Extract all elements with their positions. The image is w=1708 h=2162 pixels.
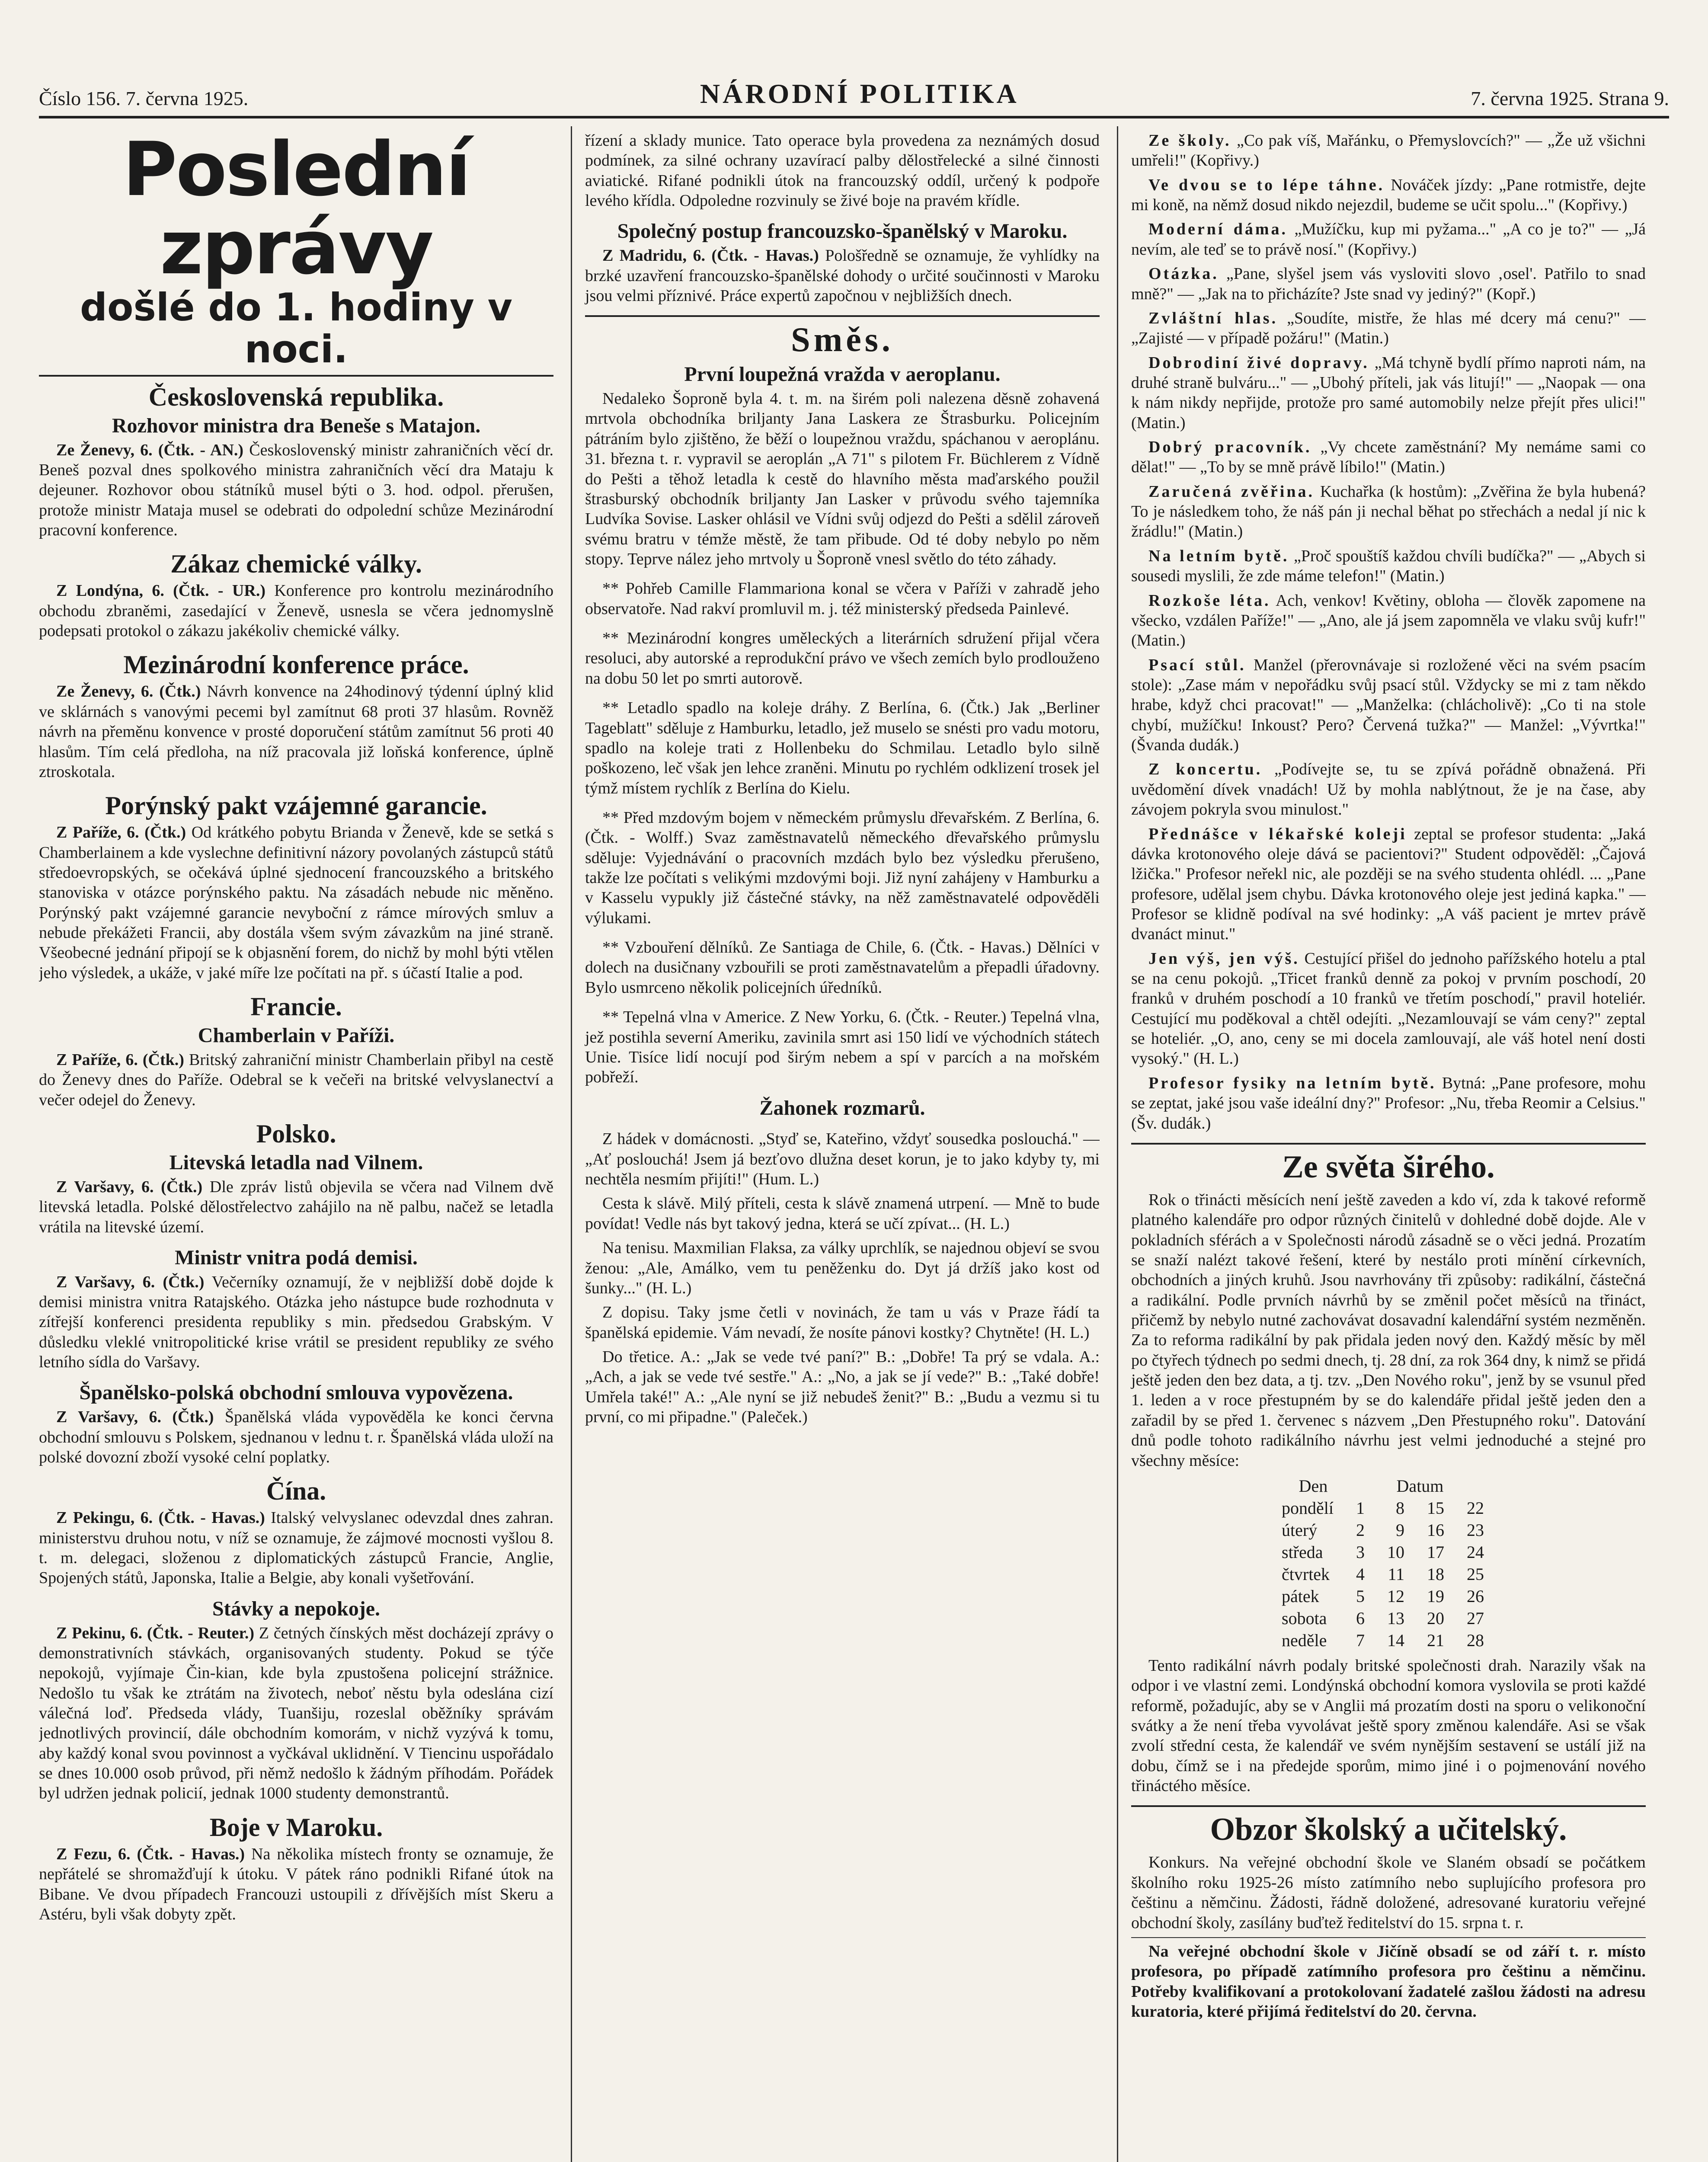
anecdote-lead: Přednášce v lékařské koleji [1148, 825, 1407, 843]
calendar-date: 22 [1466, 1498, 1484, 1518]
article-body [39, 1844, 553, 1924]
article-dateline: Z Paříže, 6. (Čtk.) [56, 823, 186, 842]
calendar-date: 26 [1466, 1586, 1484, 1606]
article [39, 1477, 553, 1588]
article-subheading: Rozhovor ministra dra Beneše s Matajon. [112, 414, 481, 437]
article-dateline: Z Paříže, 6. (Čtk.) [56, 1050, 184, 1069]
anecdote-text: Manžel (přerovnávaje si rozložené věci na svém psacím stole): „Zase mám v nepořádku svůj psací stůl. Vždycky se mi z tam někdo hrabe, když chci pracovat!" — „Manželka: (chlácholivě): „Co ti na stole chybí, mužíčku! Inkoust? Pero? Červená tužka?" — Manžel: „Vývrtka!" (Švanda dudák.) [1131, 656, 1646, 755]
news-item [585, 1007, 1100, 1087]
news-text: ** Pohřeb Camille Flammariona konal se včera v Paříži v zahradě jeho observatoře. Nad rakví promluvil m. j. též ministerský předseda Painlevé. [585, 579, 1100, 618]
article [585, 220, 1100, 306]
article [39, 650, 553, 782]
calendar-date: 9 [1395, 1520, 1404, 1540]
anecdote-text: Cestující přišel do jednoho pařížského hotelu a ptal se na cenu pokojů. „Třicet franků denně za pokoj v prvním poschodí, 20 franků v druhém poschodí a 10 franků ve třetím poschodí," pravil hoteliér. Cestující mu poděkoval a chtěl odejíti. „Nezamlouvají se vám ceny?" zeptal se hoteliér. „O, ano, ceny se mi docela zamlouvají, ale váš hotel není dosti vysoký." (H. L.) [1131, 949, 1646, 1068]
calendar-date: 7 [1356, 1630, 1365, 1650]
article-subheading: Španělsko-polská obchodní smlouva vypovězena. [79, 1381, 513, 1404]
calendar-date: 4 [1356, 1564, 1365, 1584]
article-body [585, 246, 1100, 306]
anecdote-text: „Mužíčku, kup mi pyžama..." „A co je to?" — „Já nevím, ale teď se to právě nosí." (Kopřivy.) [1131, 220, 1646, 259]
article-body [39, 1272, 553, 1372]
article [39, 1247, 553, 1372]
article [39, 992, 553, 1110]
calendar-day: neděle [1282, 1630, 1327, 1650]
article-text: Konference pro kontrolu mezinárodního obchodu zbraněmi, zasedající v Ženevě, usnesla se včera jednomyslně podepsati protokol o zákazu jakékoliv chemické války. [39, 582, 553, 640]
anecdote [1131, 308, 1646, 349]
anecdote-lead: Ve dvou se to lépe táhne. [1148, 176, 1385, 194]
humor-title: Žahonek rozmarů. [759, 1096, 925, 1119]
calendar-date: 13 [1387, 1608, 1404, 1628]
article-heading: Boje v Maroku. [209, 1813, 383, 1842]
calendar-table [1282, 1475, 1495, 1651]
anecdote-lead: Dobrý pracovník. [1148, 438, 1312, 457]
anecdote [1131, 437, 1646, 477]
article-text: Pološředně se oznamuje, že vyhlídky na brzké uzavření francouzsko-španělské dohody o určité součinnosti v Maroku jsou velmi příznivé. Práce expertů započnou v nejbližších dnech. [585, 246, 1100, 305]
school-text: Konkurs. Na veřejné obchodní škole ve Slaném obsadí se počátkem školního roku 1925-26 místo zatímního nebo suplujícího profesora pro češtinu a němčinu. Žádosti, řádně doložené, adresované kuratoriu veřejné obchodní školy, zasílány buďtež ředitelství do 15. srpna t. r. [1131, 1853, 1646, 1932]
article-dateline: Z Varšavy, 6. (Čtk.) [56, 1408, 214, 1426]
article-dateline: Z Fezu, 6. (Čtk. - Havas.) [56, 1845, 245, 1863]
article-heading: Mezinárodní konference práce. [123, 650, 469, 679]
calendar-date: 12 [1387, 1586, 1404, 1606]
calendar-date: 6 [1356, 1608, 1365, 1628]
calendar-day: úterý [1282, 1520, 1318, 1540]
article-body [39, 822, 553, 983]
anecdote-lead: Dobrodiní živé dopravy. [1148, 353, 1369, 372]
article-subheading: Stávky a nepokoje. [212, 1597, 381, 1620]
hero-subtitle: došlé do 1. hodiny v noci. [39, 287, 553, 377]
calendar-date: 8 [1395, 1498, 1404, 1518]
article-dateline: Z Varšavy, 6. (Čtk.) [56, 1177, 203, 1196]
article [39, 1382, 553, 1467]
anecdote-lead: Zvláštní hlas. [1148, 309, 1278, 327]
anecdote [1131, 131, 1646, 171]
calendar-date: 14 [1387, 1630, 1404, 1650]
anecdote-lead: Rozkoše léta. [1148, 591, 1271, 610]
news-item [585, 579, 1100, 619]
calendar-date: 17 [1427, 1542, 1444, 1562]
calendar-day: pondělí [1282, 1498, 1334, 1518]
calendar-row [1282, 1497, 1495, 1519]
calendar-date: 10 [1387, 1542, 1404, 1562]
calendar-day: čtvrtek [1282, 1564, 1330, 1584]
anecdote-lead: Otázka. [1148, 265, 1219, 283]
calendar-date: 20 [1427, 1608, 1444, 1628]
calendar-date: 25 [1466, 1564, 1484, 1584]
news-item [585, 363, 1100, 569]
anecdote [1131, 175, 1646, 215]
anecdote [1131, 591, 1646, 651]
page-number: 7. června 1925. Strana 9. [1471, 87, 1669, 109]
anecdote-text: „Co pak víš, Mařánku, o Přemyslovcích?" — „Že už všichni umřeli!" (Kopřivy.) [1131, 131, 1646, 170]
anecdote [1131, 949, 1646, 1069]
news-item [585, 628, 1100, 688]
article [39, 1119, 553, 1237]
article-text: Španělská vláda vypověděla ke konci června obchodní smlouvu s Polskem, sjednanou v lednu t. r. Španělská vláda uloží na polské dovozní zboží vysoké celní poplatky. [39, 1408, 553, 1466]
anecdote-text: „Vy chcete zaměstnání? My nemáme sami co dělat!" — „To by se mně právě líbilo!" (Matin.) [1131, 438, 1646, 477]
anecdote-text: „Má tchyně bydlí přímo naproti nám, na druhé straně bulváru..." — „Ubohý příteli, jak vás litují!" — „Naopak — ona k nám nikdy nepřijde, protože pro samé automobily nelze přejít přes ulici!" (Matin.) [1131, 353, 1646, 432]
article [39, 550, 553, 641]
article-text: Na několika místech fronty se oznamuje, že nepřátelé se shromažďují k útoku. V pátek ráno podnikli Rifané útok na Bibane. Ve dvou případech Francouzi ustoupili z dřívějších míst Skeru a Astéru, byli však dobyty zpět. [39, 1845, 553, 1923]
anecdote-text: „Podívejte se, tu se zpívá pořádně obnažená. Při uvědomění dívek vnadách! Už by mohla nablýtnout, že je na čase, aby závojem pokryla svou minulost." [1131, 760, 1646, 819]
news-heading: První loupežná vražda v aeroplanu. [684, 363, 1001, 386]
article-text: Italský velvyslanec odevzdal dnes zahran. ministerstvu druhou notu, v níž se oznamuje, že zájmové mocnosti vyšlou 8. t. m. delegaci, složenou z diplomatických zástupců Francie, Anglie, Spojených států, Japonska, Italie a Belgie, aby konali vyšetřování. [39, 1509, 553, 1587]
column-1 [39, 126, 553, 2162]
calendar-date: 16 [1427, 1520, 1444, 1540]
calendar-date: 23 [1466, 1520, 1484, 1540]
article-subheading: Litevská letadla nad Vilnem. [169, 1151, 423, 1174]
anecdote [1131, 546, 1646, 586]
anecdote-lead: Zaručená zvěřina. [1148, 482, 1315, 501]
calendar-date: 24 [1466, 1542, 1484, 1562]
calendar-date: 2 [1356, 1520, 1365, 1540]
humor-item: Cesta k slávě. Milý příteli, cesta k slávě znamená utrpení. — Mně to bude povídat! Vedle nás byt takový jedna, která se učí zpívat... (H. L.) [585, 1194, 1100, 1233]
calendar-date: 5 [1356, 1586, 1365, 1606]
lead-text: řízení a sklady munice. Tato operace byla provedena za neznámých dosud podmínek, za silné ochrany uzavírací palby dělostřelecké a silné činnosti aviatické. Rifané podnikli útok na francouzský oddíl, určený k podpoře levého křídla. Odpoledne rozvinuly se živé boje na pravém křídle. [585, 131, 1100, 210]
school-title: Obzor školský a učitelský. [1131, 1805, 1646, 1848]
anecdote [1131, 655, 1646, 755]
article-body [39, 1050, 553, 1110]
anecdote [1131, 759, 1646, 819]
section-title: Ze světa širého. [1131, 1143, 1646, 1186]
anecdote-text: Ach, venkov! Květiny, obloha — člověk zapomene na všecko, vzdálen Paříže!" — „Ano, ale já jsem zapomněla ve vlaku svůj kufr!" (Matin.) [1131, 591, 1646, 650]
newspaper-page [39, 78, 1669, 2162]
calendar-day: středa [1282, 1542, 1323, 1562]
anecdote-text: Bytná: „Pane profesore, mohu se zeptat, jaké jsou vaše ideální dny?" Profesor: „Nu, třeba Reomir a Celsius." (Šv. dudák.) [1131, 1074, 1646, 1132]
article-text: Britský zahraniční ministr Chamberlain přibyl na cestě do Ženevy dnes do Paříže. Odebral se k večeři na britské velvyslanectví a večer odejel do Ženevy. [39, 1050, 553, 1109]
article-body [39, 681, 553, 782]
news-item [585, 808, 1100, 928]
anecdote [1131, 219, 1646, 259]
article-subheading: Ministr vnitra podá demisi. [175, 1246, 418, 1269]
article-dateline: Z Varšavy, 6. (Čtk.) [56, 1273, 205, 1291]
news-text: ** Mezinárodní kongres uměleckých a literárních sdružení přijal včera resoluci, aby autorské a reprodukční právo ve všech zemích bylo prodlouženo na dobu 50 let po smrti autorově. [585, 629, 1100, 688]
article [39, 791, 553, 983]
article-dateline: Z Londýna, 6. (Čtk. - UR.) [56, 582, 265, 600]
anecdote-lead: Na letním bytě. [1148, 547, 1289, 565]
calendar-header-date: Datum [1396, 1476, 1444, 1496]
article-dateline: Z Pekingu, 6. (Čtk. - Havas.) [56, 1509, 265, 1527]
anecdote-lead: Jen výš, jen výš. [1148, 949, 1300, 968]
anecdote-lead: Profesor fysiky na letním bytě. [1148, 1074, 1436, 1092]
article-dateline: Ze Ženevy, 6. (Čtk.) [56, 682, 201, 701]
article [39, 1598, 553, 1804]
calendar-date: 11 [1388, 1564, 1404, 1584]
calendar-day: pátek [1282, 1586, 1319, 1606]
anecdote [1131, 353, 1646, 433]
calendar-date: 18 [1427, 1564, 1444, 1584]
anecdote-lead: Ze školy. [1148, 131, 1231, 150]
article-text: Od krátkého pobytu Brianda v Ženevě, kde se setká s Chamberlainem a kde vyslechne definitivní názory povolaných zástupců států středoevropských, se očekává úplné sjednocení francouzského a britského stanoviska v otázce porýnského paktu. Na zásadách nebude nic měněno. Porýnský pakt vzájemné garancie nevyboční z rámce mírových smluv a nebude překážeti Francii, aby dostála všem svým závazkům na jiné straně. Všeobecné jednání připojí se k objasnění forem, do nichž by mohl býti vtělen jeho výsledek, a ukáže, v jaké míře lze počítati na př. s účastí Italie a pod. [39, 823, 553, 982]
news-item [585, 937, 1100, 998]
article-text: Československý ministr zahraničních věcí dr. Beneš pozval dnes spolkového ministra zahraničních věcí dra Mataju k dejeuner. Rozhovor obou státníků musel býti o 3. hod. odpol. přerušen, protože ministr Mataja musel se odebrati do odpolední schůze Mezinárodní pracovní konference. [39, 441, 553, 540]
humor-item: Z hádek v domácnosti. „Styď se, Kateřino, vždyť sousedka poslouchá." — „Ať poslouchá! Jsem já bezťovo dlužna deset korun, je to jako kdyby ty, mi nechtěla nesmím přijíti!" (Hum. L.) [585, 1130, 1100, 1189]
calendar-row [1282, 1541, 1495, 1563]
article-text: Večerníky oznamují, že v nejbližší době dojde k demisi ministra vnitra Ratajského. Otázka jeho nástupce bude rozhodnuta v zítřejší konferenci presidenta republiky s min. předsedou Grabským. V důsledku vleklé vnitropolitické krise vrátil se president republiky ze svého letního sídla do Varšavy. [39, 1273, 553, 1372]
news-text: ** Před mzdovým bojem v německém průmyslu dřevařském. Z Berlína, 6. (Čtk. - Wolff.) Svaz zaměstnavatelů německého dřevařského průmyslu sděluje: Vyjednávání o pracovních mzdách bylo bez výsledku přerušeno, takže lze počítati s velikými mzdovými boji. Již nyní zahájeny v Hamburku a v Kasselu vypukly již částečné stávky, na něž zaměstnavatelé odpověděli výlukami. [585, 808, 1100, 927]
article-subheading: Společný postup francouzsko-španělský v Maroku. [617, 220, 1068, 243]
article-heading: Polsko. [256, 1119, 336, 1148]
masthead: NÁRODNÍ POLITIKA [700, 78, 1019, 109]
article-subheading: Chamberlain v Paříži. [198, 1024, 395, 1047]
anecdote-text: Nováček jízdy: „Pane rotmistře, dejte mi koně, na němž dosud nikdo nejezdil, budeme se učit spolu..." (Kopřivy.) [1131, 176, 1646, 214]
calendar-row [1282, 1629, 1495, 1651]
article-dateline: Ze Ženevy, 6. (Čtk. - AN.) [56, 441, 244, 459]
article-body [39, 1508, 553, 1588]
issue-number: Číslo 156. 7. června 1925. [39, 87, 249, 109]
anecdote [1131, 824, 1646, 944]
anecdote-text: „Soudíte, mistře, že hlas mé dcery má cenu?" — „Zajisté — v případě požáru!" (Matin.) [1131, 309, 1646, 348]
calendar-text: Rok o třinácti měsících není ještě zaveden a kdo ví, zda k takové reformě platného kalendáře pro odpor různých činitelů v dohledné době dojde. Ale v pokladních sférách a v Společnosti národů zásadně se o věci jedná. Prozatím se snaží nalézt takové řešení, které by nestálo proti mínění církevních, obchodních a jiných kruhů. Jsou navrhovány tři způsoby: radikální, částečná a radikální. Podle prvních návrhů by se změnil počet měsíců na třináct, přičemž by nebylo nutné zachovávat dosavadní kalendářní systém nezměněn. Za to reforma radikální by pak přidala jeden nový den. Každý měsíc by měl po čtyřech týdnech po sedmi dnech, tj. 28 dní, za rok 364 dny, k nimž se přidá ještě jeden den bez data, a tj. tzv. „Den Nového roku", jenž by se vsunul před 1. leden a v roce přestupném by se do kalendáře přidal ještě jeden den a zařadil by se před 1. červenec s názvem „Den Přestupného roku". Datování dnů podle tohoto radikálního návrhu jest velmi jednoduché a stejné pro všechny měsíce: [1131, 1190, 1646, 1470]
column-3 [1117, 126, 1646, 2162]
school-ad: Na veřejné obchodní škole v Jičíně obsadí se od září t. r. místo profesora, po případě zatímního profesora pro češtinu a němčinu. Potřeby kvalifikovaní a protokolovaní žadatelé zašlou žádosti na adresu kuratoria, které přijímá ředitelství do 20. června. [1131, 1937, 1646, 2021]
article-dateline: Z Madridu, 6. (Čtk. - Havas.) [602, 246, 819, 265]
article-heading: Zákaz chemické války. [170, 550, 422, 579]
calendar-date: 3 [1356, 1542, 1365, 1562]
article [39, 383, 553, 540]
anecdote-text: Kuchařka (k hostům): „Zvěřina že byla hubená? To je následkem toho, že náš pán ji nechal běhat po střechách a nedal jí nic k žrádlu!" (Matin.) [1131, 482, 1646, 541]
page-header [39, 78, 1669, 118]
calendar-date: 19 [1427, 1586, 1444, 1606]
article-heading: Porýnský pakt vzájemné garancie. [105, 791, 487, 820]
lead-paragraph [585, 131, 1100, 211]
calendar-date: 27 [1466, 1608, 1484, 1628]
article-heading: Čína. [266, 1477, 326, 1506]
humor-item: Na tenisu. Maxmilian Flaksa, za války uprchlík, se najednou objeví se svou ženou: „Ale, Amálko, vem tu peněženku do. Dyt já držíš jako kost od šunky..." (H. L.) [585, 1239, 1100, 1297]
calendar-day: sobota [1282, 1608, 1327, 1628]
anecdote-text: zeptal se profesor studenta: „Jaká dávka krotonového oleje dává se pacientovi?" Student odpověděl: „Čajová lžička." Profesor neřekl nic, ale později se na svého studenta ohlédl. ... „Pane profesore, udělal jsem chybu. Dávka krotonového oleje jest jediná kapka." — Profesor se klidně podíval na své hodinky: „A váš pacient je mrtev právě dvanáct minut." [1131, 825, 1646, 943]
calendar-date: 21 [1427, 1630, 1444, 1650]
calendar-row [1282, 1607, 1495, 1629]
calendar-date: 1 [1356, 1498, 1365, 1518]
article-body [39, 1623, 553, 1804]
anecdote [1131, 482, 1646, 542]
article-text: Z četných čínských měst docházejí zprávy o demonstrativních stávkách, organisovaných studenty. Pokud se týče nepokojů, vyjímaje Čin-kian, kde byla zpustošena policejní strážnice. Nedošlo tu však ke ztrátám na životech, neboť něstu byla odeslána cizí válečná loď. Předseda vlády, Tuanšiju, rozeslal oběžníky správám jednotlivých provincií, dále obchodním komorám, v nichž vyzývá k tomu, aby každý konal svou povinnost a vyčkával uklidnění. V Tiencinu uspořádalo se dnes 10.000 osob průvod, při němž nedošlo k žádným příhodám. Pořádek byl udržen jednak policií, jednak 1000 studenty demonstrantů. [39, 1624, 553, 1803]
anecdote-lead: Psací stůl. [1148, 656, 1246, 674]
anecdote-text: „Proč spouštíš každou chvíli budíčka?" — „Abych si sousedi myslili, že zde máme telefon!" (Matin.) [1131, 547, 1646, 585]
article-body [39, 1407, 553, 1467]
anecdote [1131, 264, 1646, 304]
humor-item: Z dopisu. Taky jsme četli v novinách, že tam u vás v Praze řádí ta španělská epidemie. Vám nevadí, že nosíte pánovi kostky? Chytněte! (H. L.) [585, 1303, 1100, 1342]
humor-item: Do třetice. A.: „Jak se vede tvé paní?" B.: „Dobře! Ta prý se vdala. A.: „Ach, a jak se vede tvé sestře." A.: „No, a jak se jí vede?" B.: „Také dobře! Umřela také!" A.: „Ale nyní se již nebudeš ženit?" B.: „Budu a vezmu si tu první, co mi připadne." (Paleček.) [585, 1348, 1100, 1426]
news-text: ** Vzbouření dělníků. Ze Santiaga de Chile, 6. (Čtk. - Havas.) Dělníci v dolech na dusičnany vzbouřili se proti zaměstnavatelům a přepadli úřadovny. Bylo usmrceno několik policejních úředníků. [585, 938, 1100, 997]
news-item [585, 698, 1100, 798]
calendar-date: 15 [1427, 1498, 1444, 1518]
article-body [39, 1177, 553, 1237]
calendar-row [1282, 1563, 1495, 1585]
news-text: ** Tepelná vlna v Americe. Z New Yorku, 6. (Čtk. - Reuter.) Tepelná vlna, jež postihla severní Ameriku, zavinila smrt asi 150 lidí ve východních státech Unie. Tisíce lidí nocují pod širým nebem a spí v parcích a na mořském pobřeží. [585, 1008, 1100, 1087]
news-text: Nedaleko Šoproně byla 4. t. m. na širém poli nalezena děsně zohavená mrtvola obchodníka briljanty Jana Laskera ze Štrasburku. Policejním pátráním bylo zjištěno, že běží o loupežnou vraždu, spáchanou v aeroplánu. 31. března t. r. vypravil se aeroplán „A 71" s pilotem Fr. Büchlerem z Vídně do Pešti a těhož letadla k cestě do hlavního města maďarského použil štrasburský obchodník briljanty Jan Lasker v průvodu svého tajemníka Ludvíka Sovise. Lasker ohlásil ve Vídni svůj odjezd do Pešti a sdělil zároveň svému bratru v témže městě, že tam přibude. Od té doby nebylo po něm stopy. Teprve nález jeho mrtvoly u Šoproně vnesl světlo do této záhady. [585, 390, 1100, 568]
news-text: ** Letadlo spadlo na koleje dráhy. Z Berlína, 6. (Čtk.) Jak „Berliner Tageblatt" sděluje z Hamburku, letadlo, jež muselo se snésti pro vadu motoru, spadlo na koleje trati z Hollenbeku do Schmilau. Letadlo bylo silně poškozeno, leč však jen lehce zraněni. Minutu po rychlém odklizení trosek jel týmž místem rychlík z Berlína do Kielu. [585, 699, 1100, 797]
calendar-date: 28 [1466, 1630, 1484, 1650]
calendar-after: Tento radikální návrh podaly britské společnosti drah. Narazily však na odpor i ve vlastní zemi. Londýnská obchodní komora vyslovila se proti každé reformě, požadujíc, aby se v Anglii má prozatím dosti na sporu o velikonoční svátky a že není třeba vyvolávat ještě spory změnou kalendáře. Asi se však zvolí střední cesta, že kalendář ve svém nynějším sestavení se ustálí již na dobu, čímž se i na předejde sporům, mimo jiné i o pojmenování nového třináctého měsíce. [1131, 1656, 1646, 1795]
calendar-header-day: Den [1299, 1476, 1328, 1496]
anecdote-text: „Pane, slyšel jsem vás vysloviti slovo ‚osel'. Patřilo to snad mně?" — „Jak na to přicházíte? Jste snad vy jediný?" (Kopř.) [1131, 265, 1646, 303]
anecdote [1131, 1073, 1646, 1133]
calendar-row [1282, 1585, 1495, 1607]
anecdote-lead: Z koncertu. [1148, 760, 1263, 779]
article-text: Návrh konvence na 24hodinový týdenní úplný klid ve sklárnách s vanovými pecemi byl zamítnut 68 proti 37 hlasům. Rovněž návrh na přeměnu konvence v prosté doporučení státům zamítnut 56 proti 40 hlasům. Tím celá předloha, na níž pracovala již loňská konference, úplně ztroskotala. [39, 682, 553, 781]
article-body [39, 440, 553, 540]
calendar-row [1282, 1519, 1495, 1541]
article [39, 1813, 553, 1924]
article-heading: Francie. [250, 992, 342, 1021]
article-heading: Československá republika. [148, 382, 444, 411]
smes-title: Směs. [585, 315, 1100, 360]
article-body [39, 581, 553, 641]
article-dateline: Z Pekinu, 6. (Čtk. - Reuter.) [56, 1624, 255, 1642]
article-text: Dle zpráv listů objevila se včera nad Vilnem dvě litevská letadla. Polské dělostřelectvo zahájilo na ně palbu, načež se letadla vrátila na litevské území. [39, 1177, 553, 1236]
column-2 [571, 126, 1100, 2162]
hero-title: Poslední zprávy [122, 126, 470, 291]
anecdote-lead: Moderní dáma. [1148, 220, 1288, 239]
